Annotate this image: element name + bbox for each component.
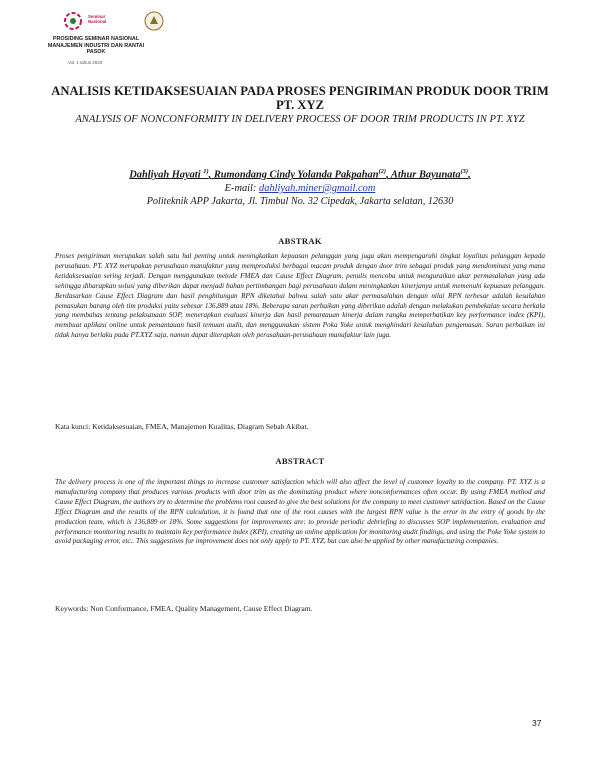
- paper-subtitle: ANALYSIS OF NONCONFORMITY IN DELIVERY PROCESS OF DOOR TRIM PRODUCTS IN PT. XYZ: [75, 114, 525, 125]
- abstrak-text: Proses pengiriman merupakan salah satu hal penting untuk meningkatkan kepuasan pelanggan yang juga akan mempengaruhi tingkat loyalitas pelanggan kepada perusahaan. PT. XYZ merupakan perusahaan manufaktur yang memproduksi berbagai macam produk dengan door trim sebagai produk yang mendominasi yang mana ketidaksesuaian sering terjadi. Dengan menggunakan metode FMEA dan Cause Effect Diagram, penulis mencoba untuk menguraikan akar permasalahan yang ada sehingga diharapkan solusi yang diberikan dapat menjadi bahan pertimbangan bagi perusahaan dalam meningkatkan kinerjanya untuk memenuhi kepuasan pelanggan. Berdasarkan Cause Effect Diagram dan hasil penghitungan RPN diketahui bahwa salah satu akar permasalahan dengan nilai RPN terbesar adalah kesalahan pemasukan barang oleh tim produksi yaitu sebesar 136,889 atau 18%. Beberapa saran perbaikan yang diberikan adalah dengan melakukan pembekalan secara berkala yang membahas tentang pelaksanaan SOP, menerapkan evaluasi kinerja dan hasil pemantauan kinerja dalam rangka memperhatikan key performance index (KPI), membuat aplikasi online untuk pemantauan hasil temuan audit, dan menggunakan sistem Poka Yoke untuk menghindari kesalahan pengemasan. Saran perbaikan ini tidak hanya berlaku pada PT.XYZ saja, namun dapat diterapkan oleh perusahaan-perusahaan manufaktur lain juga.: [55, 252, 545, 340]
- abstract-text: The delivery process is one of the important things to increase customer satisfaction which will also affect the level of customer loyalty to the company. PT. XYZ is a manufacturing company that produces various products with door trim as the dominating product where nonconformances often occur. By using FMEA method and Cause Effect Diagram, the authors try to determine the problems root caused to give the best solutions for the company to meet customer satisfaction. Based on the Cause Effect Diagram and the results of the RPN calculation, it is found that one of the root causes with the largest RPN value is the error in the entry of goods by the production team, which is 136,889 or 18%. Some suggestions for improvements are: to provide periodic debriefing to discusses SOP implementation, evaluation and performance monitoring results to maintain key performance index (KPI), creating an online application for monitoring audit findings, and using the Poke Yoke system to avoid packaging error, etc.. This suggestions for improvement does not only apply to PT. XYZ, but can also be applied by other manufacturing companies.: [55, 478, 545, 546]
- email-link[interactable]: dahliyah.miner@gmail.com: [259, 183, 376, 194]
- seminar-logo-icon: [62, 10, 84, 32]
- author-separator: ,: [468, 169, 471, 181]
- institution-seal-icon: [144, 11, 164, 31]
- proceedings-title: PROSIDING SEMINAR NASIONAL MANAJEMEN INDUSTRI DAN RANTAI PASOK: [47, 36, 145, 56]
- author-separator: ,: [208, 169, 212, 181]
- email-label: E-mail:: [224, 183, 259, 194]
- author-name: Rumondang Cindy Yolanda Pakpahan: [213, 169, 379, 181]
- author-name: Dahliyah Hayati: [129, 169, 201, 181]
- volume-label: Vol. 1 tahun 2020: [68, 60, 103, 65]
- email-line: [60, 183, 540, 194]
- author-separator: ,: [386, 169, 389, 181]
- affiliation: Politeknik APP Jakarta, Jl. Timbul No. 32 Cipedak, Jakarta selatan, 12630: [146, 196, 454, 207]
- author-affiliation-mark: (3): [460, 168, 469, 175]
- author-affiliation-mark: (2): [378, 168, 387, 175]
- logo-text: Seminar Nasional: [88, 14, 107, 24]
- abstrak-heading: ABSTRAK: [278, 236, 322, 246]
- author-name: Athur Bayunata: [390, 169, 461, 181]
- abstract-keywords: Keywords: Non Conformance, FMEA, Quality Management, Cause Effect Diagram.: [55, 604, 313, 613]
- page-number: 37: [532, 718, 542, 728]
- author-list: [60, 168, 540, 180]
- author-affiliation-mark: 1): [203, 168, 209, 175]
- abstrak-keywords: Kata kunci: Ketidaksesuaian, FMEA, Manajemen Kualitas, Diagram Sebab Akibat.: [55, 422, 309, 431]
- abstract-heading: ABSTRACT: [275, 456, 325, 466]
- paper-title: ANALISIS KETIDAKSESUAIAN PADA PROSES PENGIRIMAN PRODUK DOOR TRIM PT. XYZ: [51, 84, 549, 112]
- logo-row: [40, 8, 190, 34]
